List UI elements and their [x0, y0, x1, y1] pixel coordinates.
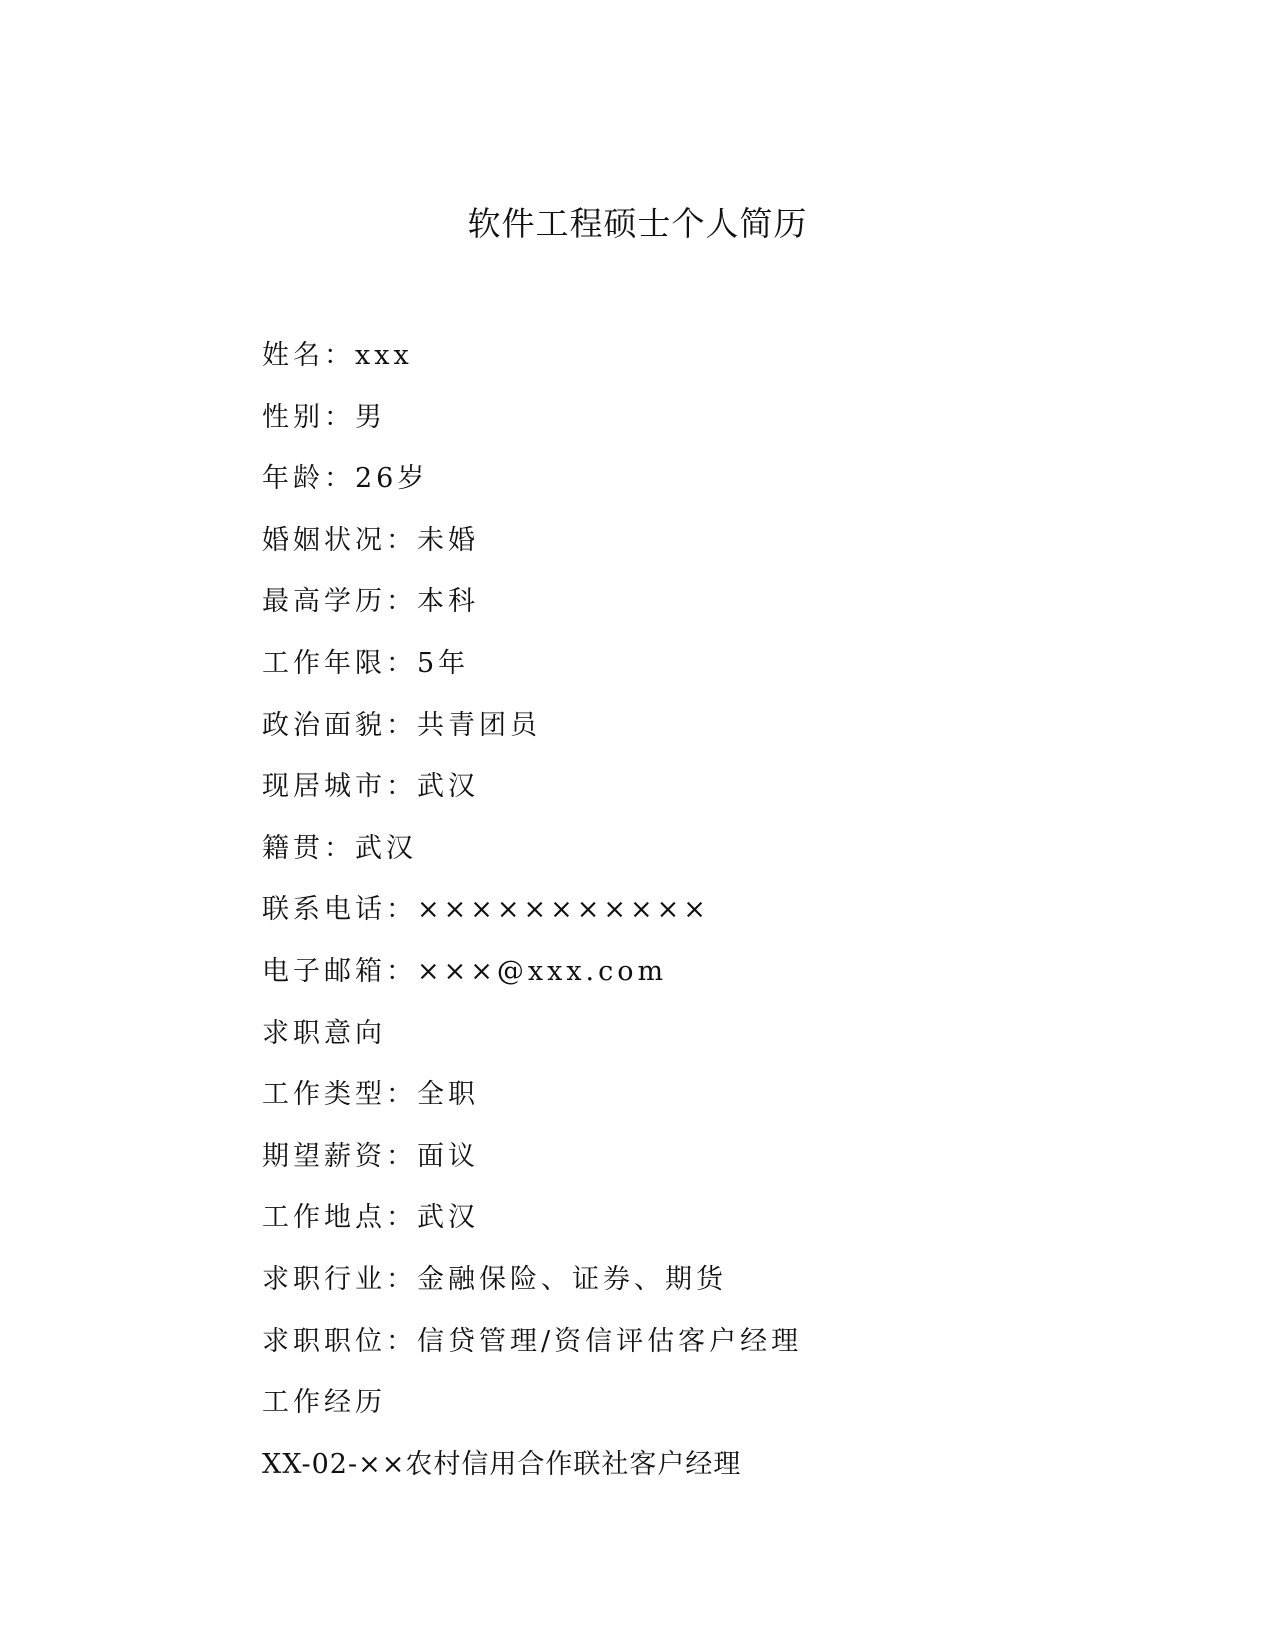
field-current-city: 现居城市：武汉	[262, 771, 479, 803]
resume-body	[262, 325, 1162, 1495]
field-political-status: 政治面貌：共青团员	[262, 709, 541, 741]
field-expected-salary: 期望薪资：面议	[262, 1140, 479, 1172]
section-heading-work-experience: 工作经历	[262, 1387, 386, 1419]
field-gender: 性别：男	[262, 401, 386, 433]
work-experience-entry: XX-02-××农村信用合作联社客户经理	[262, 1448, 742, 1480]
field-work-location: 工作地点：武汉	[262, 1202, 479, 1234]
field-marital-status: 婚姻状况：未婚	[262, 524, 479, 556]
field-target-position: 求职职位：信贷管理/资信评估客户经理	[262, 1325, 803, 1357]
field-target-industry: 求职行业：金融保险、证券、期货	[262, 1263, 727, 1295]
field-work-years: 工作年限：5年	[262, 647, 470, 679]
field-education: 最高学历：本科	[262, 586, 479, 618]
field-email: 电子邮箱：×××@xxx.com	[262, 955, 668, 987]
document-title: 软件工程硕士个人简历	[467, 204, 808, 243]
field-age: 年龄：26岁	[262, 463, 429, 495]
field-job-type: 工作类型：全职	[262, 1079, 479, 1111]
field-phone: 联系电话：×××××××××××	[262, 894, 710, 926]
field-hometown: 籍贯：武汉	[262, 832, 417, 864]
section-heading-job-intention: 求职意向	[262, 1017, 386, 1049]
field-name: 姓名：xxx	[262, 340, 413, 371]
